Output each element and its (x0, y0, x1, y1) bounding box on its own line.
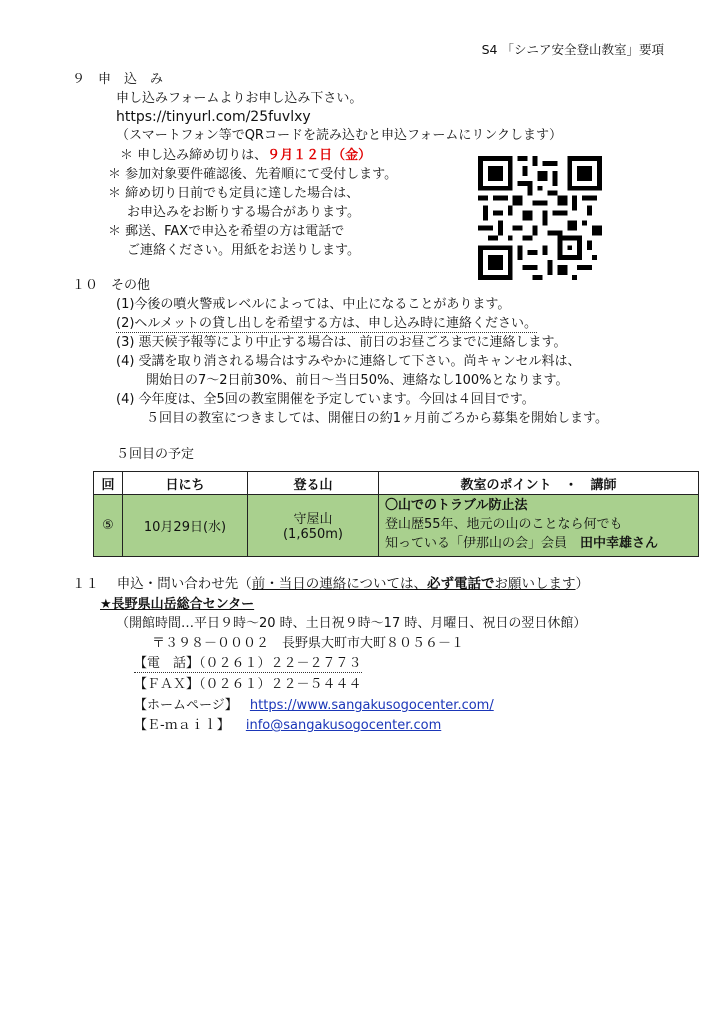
table-row (94, 495, 699, 557)
bullet-capacity-1: ＊ 締め切り日前でも定員に達した場合は、 (108, 186, 360, 201)
note-schedule-2: ５回目の教室につきましては、開催日の約1ヶ月前ごろから募集を開始します。 (146, 411, 608, 426)
point-instructor-line (385, 535, 692, 554)
contact-emphasis-1: 前・当日の連絡については、 (251, 576, 428, 592)
section11-heading (72, 576, 589, 592)
contact-heading-prefix: １１ 申込・問い合わせ先（ (72, 576, 252, 592)
bullet-mail-fax-2: ご連絡ください。用紙をお送りします。 (127, 243, 360, 258)
schedule-caption: ５回目の予定 (116, 447, 195, 462)
homepage-link[interactable]: https://www.sangakusogocenter.com/ (249, 698, 494, 713)
point-affiliation: 知っている「伊那山の会」会員 (385, 535, 581, 551)
note-cancel-1: (4) 受講を取り消される場合はすみやかに連絡して下さい。尚キャンセル料は、 (116, 354, 581, 369)
row-point (379, 495, 699, 557)
note-helmet: (2)ヘルメットの貸し出しを希望する方は、申し込み時に連絡ください。 (116, 316, 538, 331)
mountain-elevation: (1,650m) (282, 527, 344, 543)
bullet-mail-fax-1: ＊ 郵送、FAXで申込を希望の方は電話で (108, 224, 345, 239)
section10-heading: １０ その他 (72, 278, 151, 293)
note-weather: (3) 悪天候予報等により中止する場合は、前日のお昼ごろまでに連絡します。 (116, 335, 567, 350)
qr-note: （スマートフォン等でQRコードを読み込むと申込フォームにリンクします） (116, 128, 563, 143)
row-number: ⑤ (94, 495, 123, 557)
apply-url[interactable]: https://tinyurl.com/25fuvlxy (116, 109, 311, 125)
col-date: 日にち (123, 472, 248, 495)
mountain-name: 守屋山 (293, 512, 333, 528)
email-label: 【Ｅ-ｍａｉｌ】 (134, 718, 230, 733)
bullet-capacity-2: お申込みをお断りする場合があります。 (127, 205, 360, 220)
schedule-table (93, 471, 699, 557)
point-title: 〇山でのトラブル防止法 (385, 498, 528, 513)
section9-heading: ９ 申 込 み (72, 72, 164, 87)
phone-number[interactable]: 【電 話】（０２６１）２２－２７７３ (134, 656, 362, 671)
col-number: 回 (94, 472, 123, 495)
homepage-label: 【ホームページ】 (134, 698, 238, 713)
note-cancel-2: 開始日の7～2日前30%、前日～当日50%、連絡なし100%となります。 (146, 373, 569, 388)
qr-code-icon[interactable] (478, 156, 602, 280)
col-mountain: 登る山 (248, 472, 379, 495)
schedule-header-row (94, 472, 699, 495)
instructor-name: 田中幸雄さん (580, 535, 659, 551)
apply-instruction: 申し込みフォームよりお申し込み下さい。 (116, 91, 363, 106)
bullet-first-come: ＊ 参加対象要件確認後、先着順にて受付します。 (108, 167, 398, 182)
col-point: 教室のポイント ・ 講師 (379, 472, 699, 495)
opening-hours: （開館時間…平日９時～20 時、土日祝９時～17 時、月曜日、祝日の翌日休館） (116, 616, 587, 631)
organization-name: ★長野県山岳総合センター (100, 597, 255, 612)
note-schedule-1: (4) 今年度は、全5回の教室開催を予定しています。今回は４回目です。 (116, 392, 535, 407)
point-line: 登山歴55年、地元の山のことなら何でも (385, 516, 623, 532)
deadline-date: ９月１２日（金） (267, 148, 372, 163)
deadline-prefix: ＊ 申し込み締め切りは、 (120, 148, 268, 163)
row-date: 10月29日(水) (123, 495, 248, 557)
note-eruption: (1)今後の噴火警戒レベルによっては、中止になることがあります。 (116, 297, 511, 312)
homepage-line (134, 698, 494, 714)
email-link[interactable]: info@sangakusogocenter.com (245, 718, 442, 733)
contact-heading-suffix: ） (575, 576, 590, 592)
page-header: S4 「シニア安全登山教室」要項 (481, 42, 664, 57)
row-mountain (248, 495, 379, 557)
email-line (134, 718, 441, 734)
contact-emphasis-2: 必ず電話で (427, 576, 495, 592)
fax-number: 【ＦＡＸ】（０２６１）２２－５４４４ (134, 677, 362, 692)
address: 〒３９８－０００２ 長野県大町市大町８０５６－１ (152, 636, 465, 651)
deadline-line (120, 148, 371, 164)
contact-emphasis-3: お願いします (494, 576, 576, 592)
